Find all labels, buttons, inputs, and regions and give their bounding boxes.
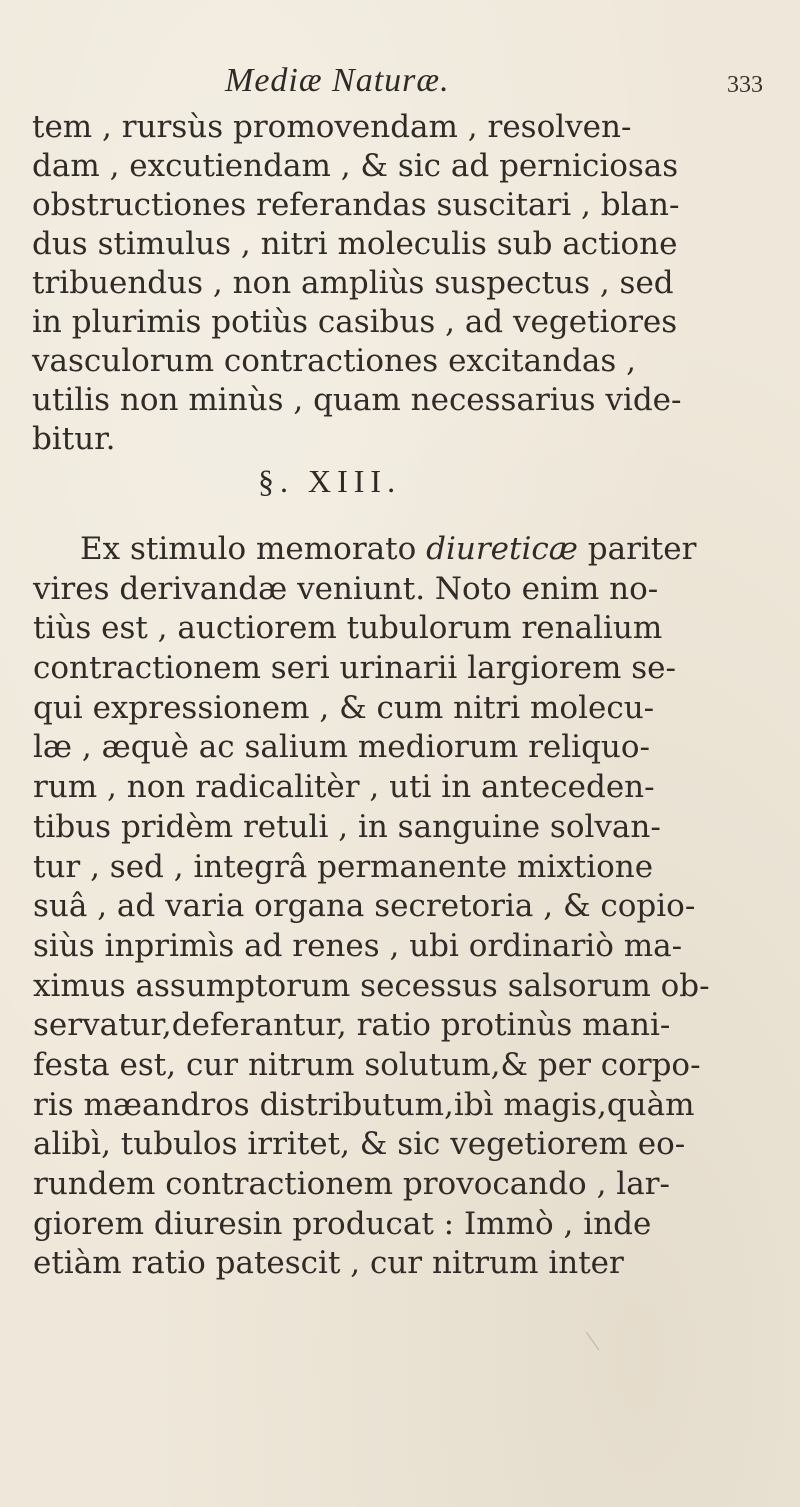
text-line: læ , æquè ac salium mediorum reliquo- — [33, 729, 651, 766]
paragraph-continuation — [0, 108, 800, 459]
text-line: suâ , ad varia organa secretoria , & copio- — [33, 888, 696, 925]
text-line: rum , non radicalitèr , uti in anteceden- — [33, 769, 655, 806]
text-line: bitur. — [32, 421, 116, 457]
running-head: Mediæ Naturæ. — [225, 62, 450, 99]
text-line: ximus assumptorum secessus salsorum ob- — [33, 967, 710, 1004]
text-run: pariter — [577, 531, 697, 567]
text-line: utilis non minùs , quam necessarius vide- — [32, 382, 682, 418]
text-line: tribuendus , non ampliùs suspectus , sed — [32, 265, 674, 301]
text-line: vasculorum contractiones excitandas , — [32, 343, 637, 379]
text-run: Ex stimulo memorato — [80, 531, 427, 567]
text-line-first — [0, 530, 800, 570]
text-line: in plurimis potiùs casibus , ad vegetiores — [32, 304, 678, 340]
text-line: etiàm ratio patescit , cur nitrum inter — [33, 1245, 624, 1282]
text-line: giorem diuresin producat : Immò , inde — [33, 1205, 652, 1242]
text-line: servatur,deferantur, ratio protinùs mani- — [33, 1007, 671, 1044]
text-line: festa est, cur nitrum solutum,& per corpo- — [33, 1046, 701, 1083]
text-line: qui expressionem , & cum nitri molecu- — [33, 689, 655, 726]
text-line: ris mæandros distributum,ibì magis,quàm — [33, 1086, 695, 1123]
text-line: tibus pridèm retuli , in sanguine solvan- — [33, 808, 661, 845]
text-line: tur , sed , integrâ permanente mixtione — [33, 848, 654, 885]
paragraph-section-13 — [0, 530, 800, 1284]
text-line: contractionem seri urinarii largiorem se- — [33, 650, 676, 687]
page-number: 333 — [727, 72, 763, 98]
text-line: vires derivandæ veniunt. Noto enim no- — [33, 570, 659, 607]
text-line: rundem contractionem provocando , lar- — [33, 1166, 670, 1202]
text-line: dus stimulus , nitri moleculis sub actione — [32, 226, 678, 262]
text-line: tem , rursùs promovendam , resolven- — [32, 109, 632, 145]
section-heading: §. XIII. — [258, 463, 402, 499]
text-line: tiùs est , auctiorem tubulorum renalium — [33, 610, 663, 647]
text-line: dam , excutiendam , & sic ad perniciosas — [32, 148, 679, 184]
italic-term: diureticæ — [426, 531, 578, 567]
text-line: siùs inprimìs ad renes , ubi ordinariò ma- — [33, 927, 683, 964]
text-line: obstructiones referandas suscitari , blan- — [32, 187, 680, 223]
text-line: alibì, tubulos irritet, & sic vegetiorem eo- — [33, 1126, 686, 1163]
stray-mark — [586, 1332, 599, 1351]
